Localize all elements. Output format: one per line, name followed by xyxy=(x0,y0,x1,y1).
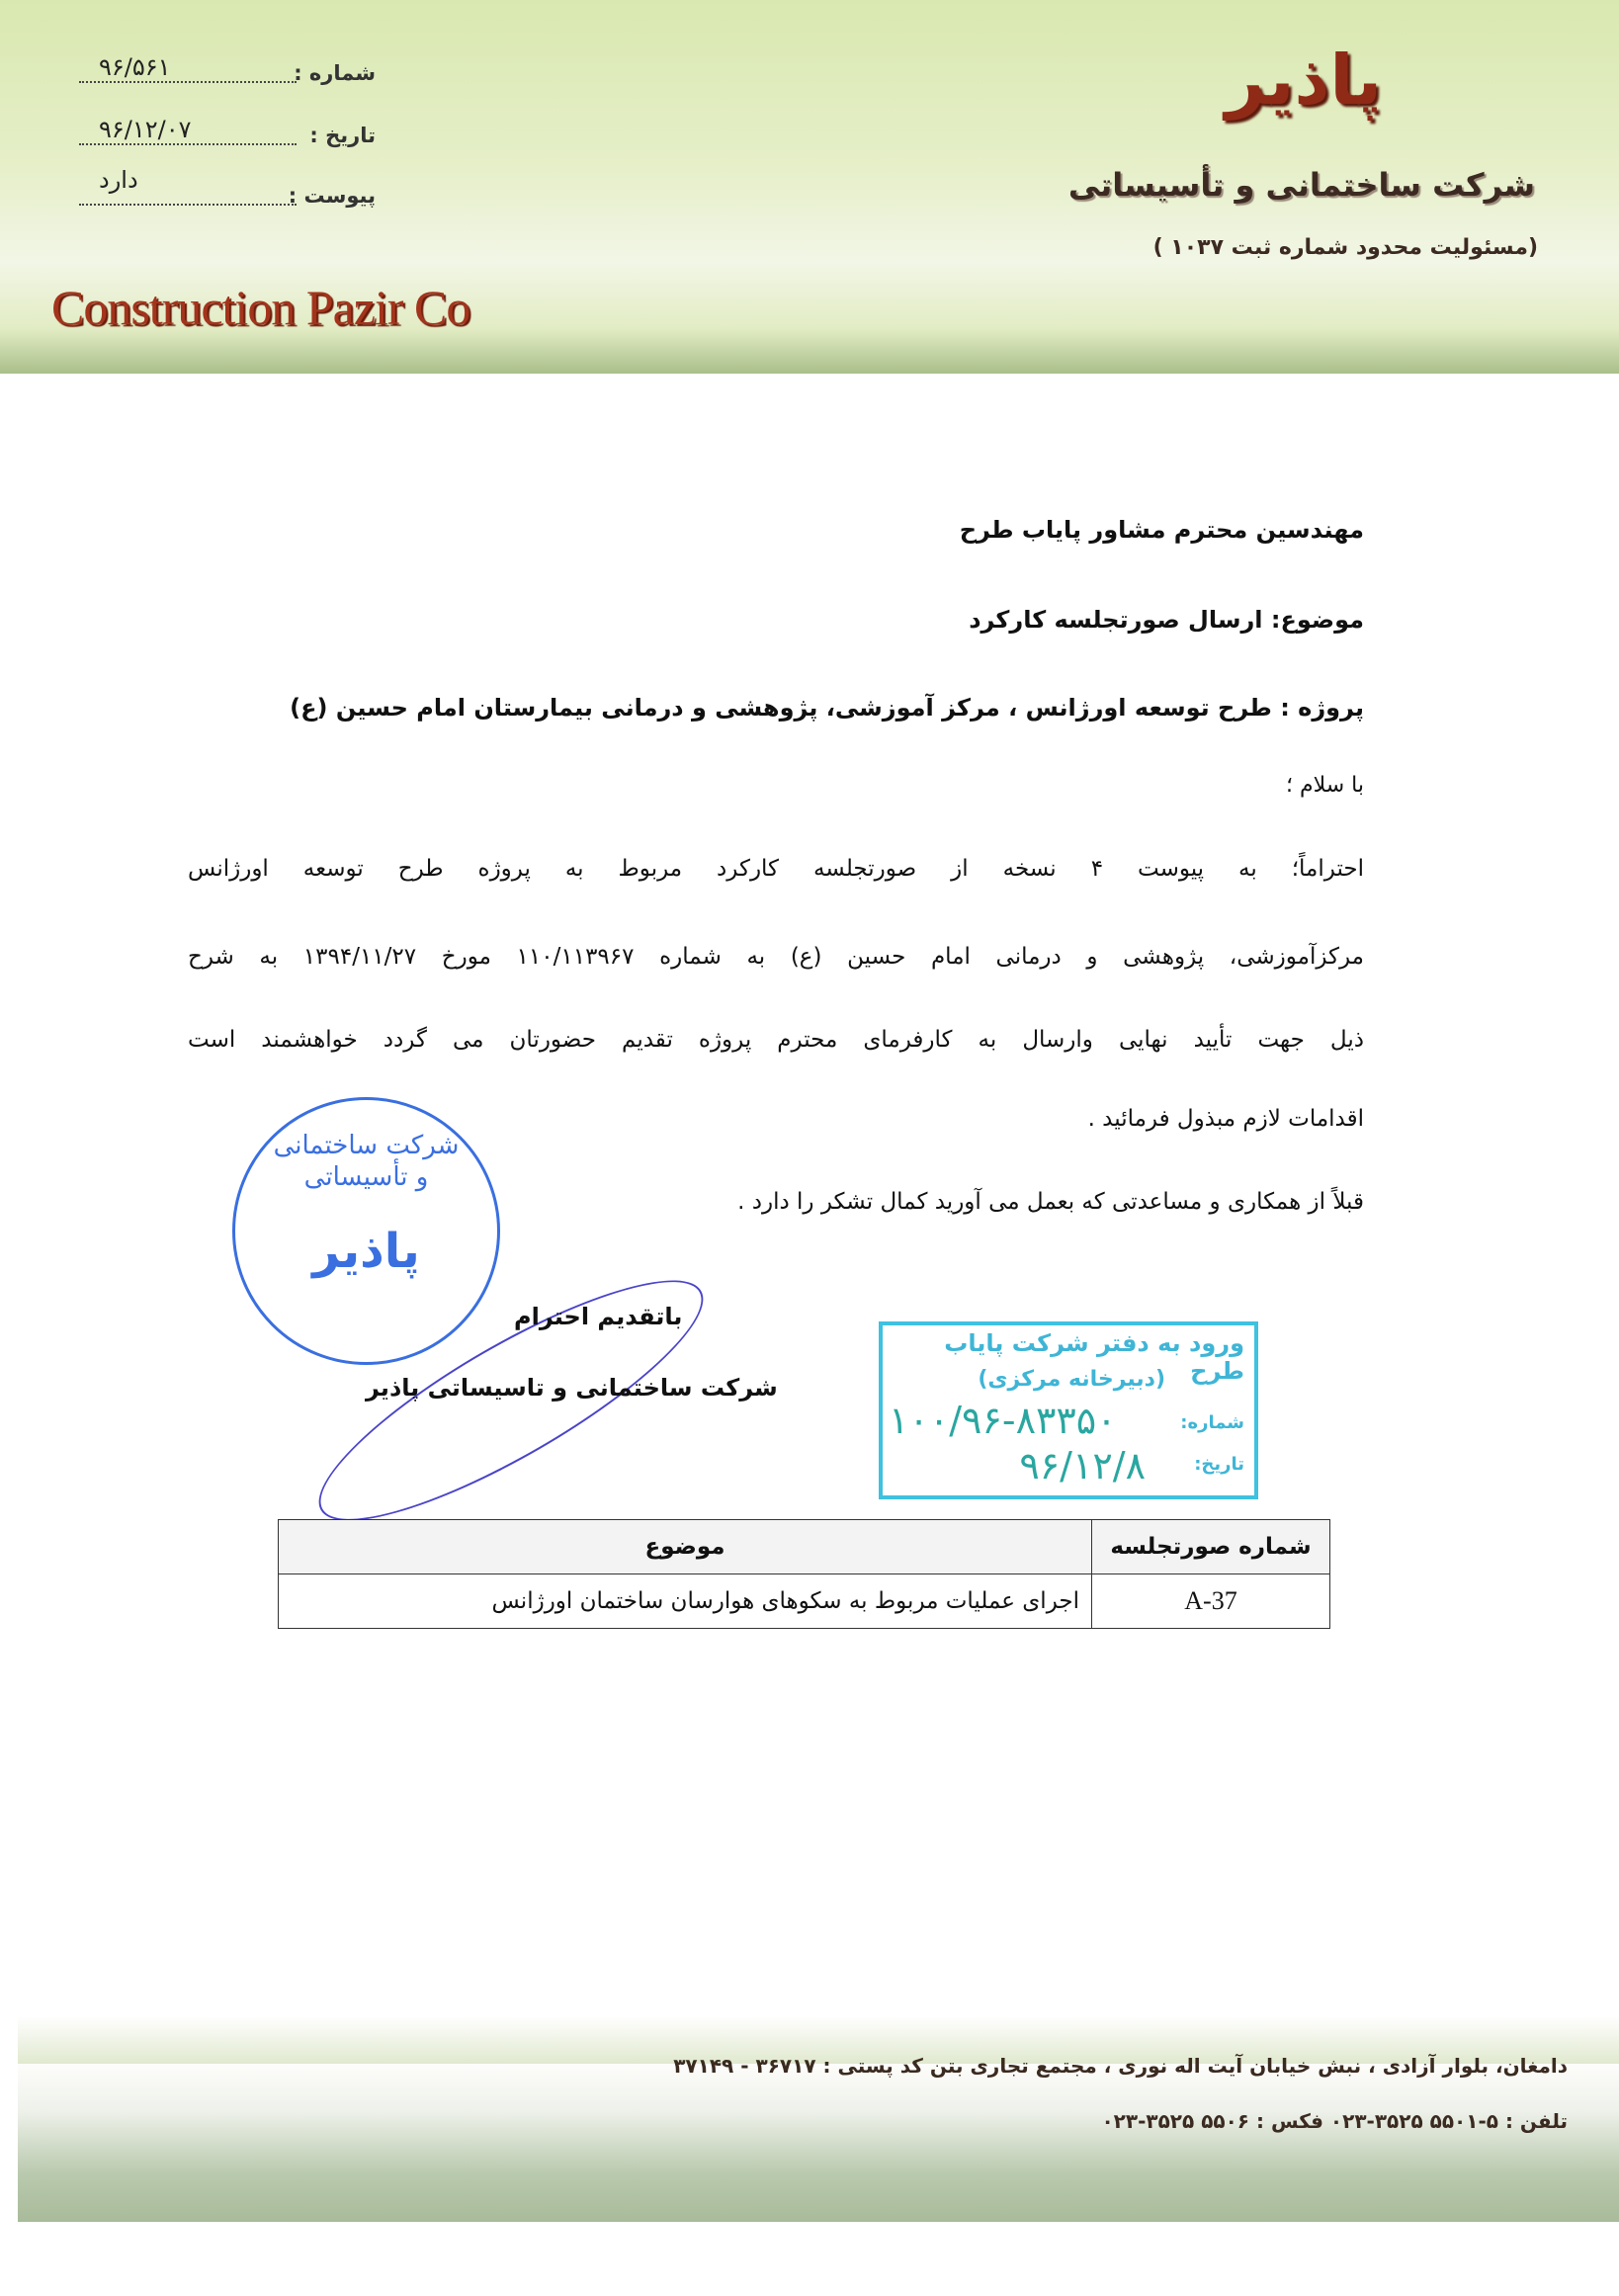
attachment-field xyxy=(79,166,376,213)
table-row xyxy=(279,1574,1330,1629)
signature-company: شرکت ساختمانی و تاسیساتی پاذیر xyxy=(366,1374,778,1402)
letter-number-label: شماره : xyxy=(294,61,376,85)
stamp-line2: (دبیرخانه مرکزی) xyxy=(978,1367,1165,1392)
paragraph-line: اقدامات لازم مبذول فرمائید . xyxy=(1087,1106,1364,1132)
letter-date-field xyxy=(79,114,376,153)
recipient: مهندسین محترم مشاور پایاب طرح xyxy=(959,516,1364,544)
seal-center-text: پاذیر xyxy=(312,1224,420,1279)
paragraph-line: احتراماً؛ به پیوست ۴ نسخه از صورتجلسه کارکرد مربوط به پروژه طرح توسعه اورژانس xyxy=(188,856,1365,882)
greeting: با سلام ؛ xyxy=(1286,773,1364,798)
subject: موضوع: ارسال صورتجلسه کارکرد xyxy=(969,606,1364,634)
dotted-line xyxy=(79,143,297,145)
footer-band xyxy=(18,2064,1619,2222)
stamp-line1: ورود به دفتر شرکت پایاب طرح xyxy=(944,1329,1244,1385)
seal-ring-text: شرکت ساختمانی و تأسیساتی xyxy=(273,1131,460,1192)
letter-number-field xyxy=(79,51,376,91)
minutes-table xyxy=(278,1519,1330,1629)
company-logo: پاذیر xyxy=(1225,40,1382,121)
letter-number-value: ۹۶/۵۶۱ xyxy=(99,53,171,81)
paragraph-line: مرکزآموزشی، پژوهشی و درمانی امام حسین (ع) به شماره ۱۱۰/۱۱۳۹۶۷ مورخ ۱۳۹۴/۱۱/۲۷ به شرح xyxy=(188,944,1364,970)
project: پروژه : طرح توسعه اورژانس ، مرکز آموزشی، پژوهشی و درمانی بیمارستان امام حسین (ع) xyxy=(290,694,1364,722)
registration-info: (مسئولیت محدود شماره ثبت ۱۰۳۷ ) xyxy=(1152,235,1538,260)
column-header-number: شماره صورتجلسه xyxy=(1092,1520,1330,1574)
stamp-number-label: شماره: xyxy=(1180,1412,1244,1433)
minutes-subject: اجرای عملیات مربوط به سکوهای هوارسان ساختمان اورژانس xyxy=(279,1574,1092,1629)
closing: باتقدیم احترام xyxy=(514,1303,683,1330)
stamp-date-label: تاریخ: xyxy=(1194,1454,1244,1475)
company-name-en: Construction Pazir Co xyxy=(51,280,470,335)
receipt-stamp xyxy=(879,1321,1258,1499)
thanks-line: قبلاً از همکاری و مساعدتی که بعمل می آورید کمال تشکر را دارد . xyxy=(737,1189,1364,1215)
dotted-line xyxy=(79,81,297,83)
column-header-subject: موضوع xyxy=(279,1520,1092,1574)
stamp-number-value: ۱۰۰/۹۶-۸۳۳۵۰ xyxy=(889,1399,1117,1442)
company-name-fa: شرکت ساختمانی و تأسیساتی xyxy=(1067,166,1535,204)
attachment-value: دارد xyxy=(99,166,138,194)
table-header-row xyxy=(279,1520,1330,1574)
footer-address: دامغان، بلوار آزادی ، نبش خیابان آیت اله نوری ، مجتمع تجاری بتن کد پستی : ۳۶۷۱۷ - ۳۷۱۴۹ xyxy=(673,2054,1568,2078)
dotted-line xyxy=(79,204,297,206)
stamp-date-value: ۹۶/۱۲/۸ xyxy=(1019,1444,1146,1488)
company-seal xyxy=(232,1097,500,1365)
attachment-label: پیوست : xyxy=(288,184,376,208)
footer-phone: تلفن : ۵-۵۵۰۱ ۳۵۲۵-۰۲۳ فکس : ۵۵۰۶ ۳۵۲۵-۰۲۳ xyxy=(1101,2109,1568,2133)
letter-date-value: ۹۶/۱۲/۰۷ xyxy=(99,116,192,143)
letter-date-label: تاریخ : xyxy=(309,124,376,147)
minutes-number: A-37 xyxy=(1092,1574,1330,1629)
paragraph-line: ذیل جهت تأیید نهایی وارسال به کارفرمای محترم پروژه تقدیم حضورتان می گردد خواهشمند است xyxy=(188,1027,1364,1053)
